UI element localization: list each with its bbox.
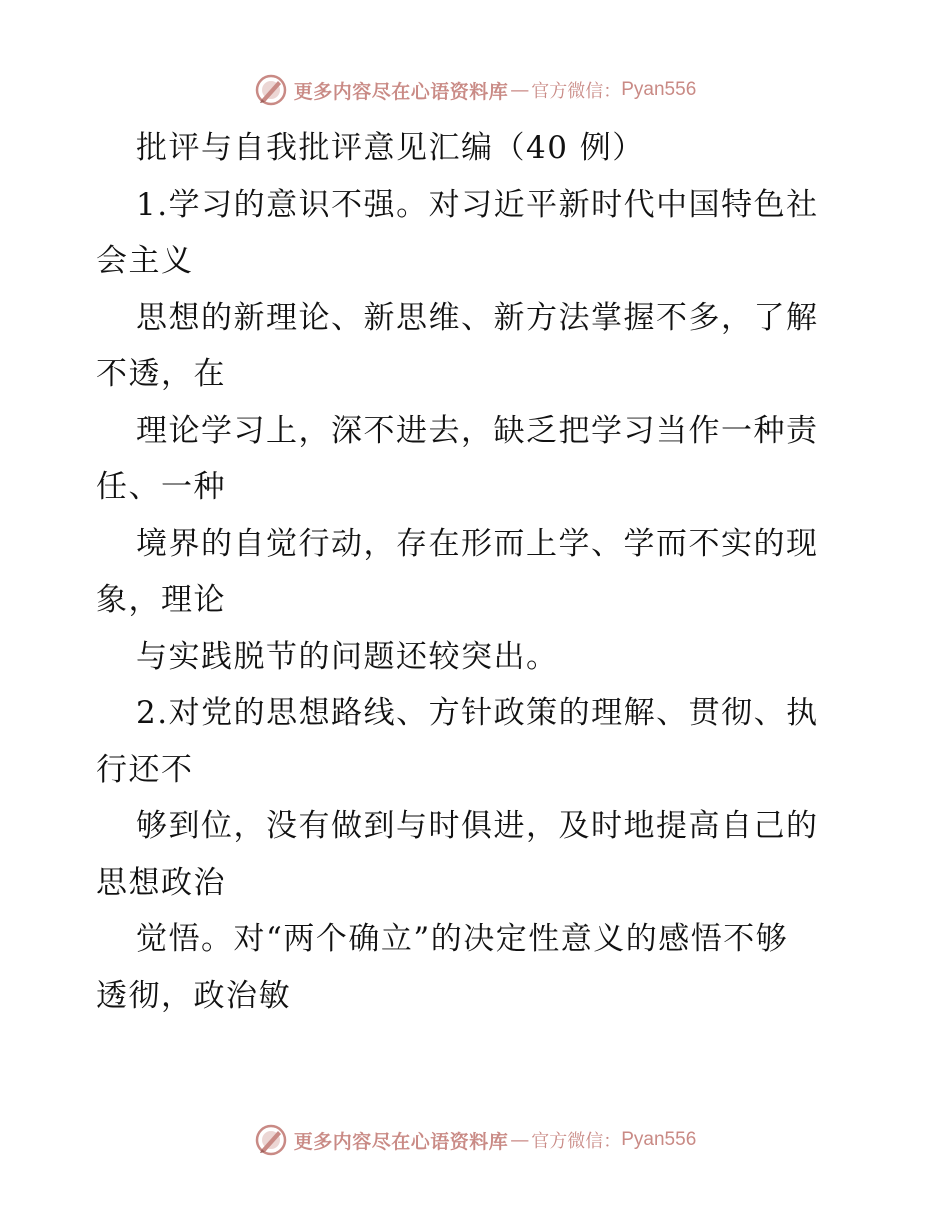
header-banner [0, 70, 950, 110]
text-line: 1.学习的意识不强。对习近平新时代中国特色社 [136, 186, 819, 223]
text-line: 境界的自觉行动，存在形而上学、学而不实的现 [136, 525, 819, 562]
banner-wechat-label: 官方微信： [531, 81, 622, 102]
text-line: 思想的新理论、新思维、新方法掌握不多，了解 [136, 299, 819, 336]
text-line: 思想政治 [96, 864, 226, 901]
pen-logo-icon [254, 73, 288, 107]
text-line: 与实践脱节的问题还较突出。 [136, 638, 559, 675]
text-line: 不透，在 [96, 356, 226, 392]
banner-title: 更多内容尽在心语资料库 [293, 80, 509, 103]
text-line: 任、一种 [96, 469, 226, 505]
text-line: 会主义 [96, 243, 194, 279]
text-line: 批评与自我批评意见汇编（40 例） [136, 130, 645, 166]
pen-logo-icon [254, 1123, 288, 1157]
text-line: 象，理论 [96, 582, 226, 618]
banner-wechat-id: Pyan556 [621, 1129, 697, 1150]
text-line: 行还不 [96, 751, 194, 788]
text-line: 2.对党的思想路线、方针政策的理解、贯彻、执 [136, 695, 819, 731]
banner-dash: — [510, 1129, 530, 1151]
banner-wechat-id: Pyan556 [621, 79, 697, 100]
text-line: 觉悟。对“两个确立”的决定性意义的感悟不够 [136, 921, 789, 957]
banner-title: 更多内容尽在心语资料库 [293, 1130, 509, 1153]
text-line: 理论学习上，深不进去，缺乏把学习当作一种责 [136, 412, 819, 449]
banner-dash: — [510, 79, 530, 101]
text-line: 透彻，政治敏 [96, 977, 291, 1014]
banner-wechat-label: 官方微信： [531, 1131, 622, 1152]
footer-banner [0, 1120, 950, 1160]
text-line: 够到位，没有做到与时俱进，及时地提高自己的 [136, 808, 819, 844]
document-body [96, 120, 856, 1024]
